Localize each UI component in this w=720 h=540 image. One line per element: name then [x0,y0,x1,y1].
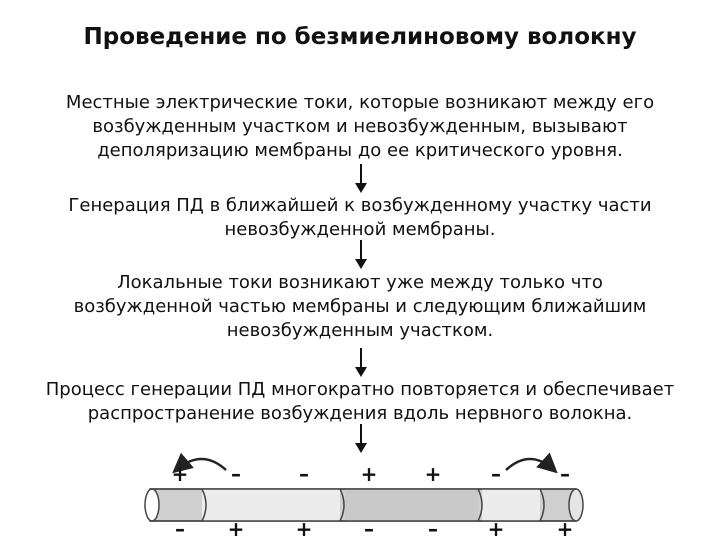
flow-arrow-4 [354,424,368,454]
charge-minus-bottom: – [175,517,185,538]
step-3-line-3: невозбужденным участком. [226,320,494,341]
step-3-text [10,271,710,343]
charge-plus-top: + [360,462,378,486]
current-loop-right [506,459,554,470]
charge-plus-bottom: + [556,517,574,538]
step-1-text [10,91,710,163]
step-4-line-2: распространение возбуждения вдоль нервного волокна. [87,403,633,424]
flow-arrow-2 [354,240,368,270]
step-1-line-1: Местные электрические токи, которые возникают между его [65,92,655,113]
charge-minus-bottom: – [428,517,438,538]
step-3-line-2: возбужденной частью мембраны и следующим ближайшим [73,296,647,317]
nerve-fiber-diagram [140,452,590,538]
step-1-line-2: возбужденным участком и невозбужденным, вызывают [92,116,628,137]
charge-plus-top: + [171,462,189,486]
step-2-line-1: Генерация ПД в ближайшей к возбужденному участку части [68,195,652,216]
charge-minus-top: – [560,462,570,486]
step-3-line-1: Локальные токи возникают уже между только что [117,272,603,293]
charge-minus-top: – [299,462,309,486]
step-4-text [10,378,710,426]
step-2-line-2: невозбужденной мембраны. [224,219,496,240]
charge-minus-bottom: – [364,517,374,538]
charge-plus-top: + [424,462,442,486]
charge-minus-top: – [231,462,241,486]
slide-title: Проведение по безмиелиновому волокну [83,24,637,50]
fiber-segment [202,489,340,521]
charge-minus-top: – [491,462,501,486]
step-2-text [10,194,710,242]
step-4-line-1: Процесс генерации ПД многократно повторяется и обеспечивает [45,379,675,400]
charge-plus-bottom: + [227,517,245,538]
charge-plus-bottom: + [295,517,313,538]
charge-plus-bottom: + [487,517,505,538]
step-1-line-3: деполяризацию мембраны до ее критического уровня. [97,140,623,161]
flow-arrow-1 [354,164,368,194]
flow-arrow-3 [354,348,368,378]
fiber-left-end [145,489,159,521]
